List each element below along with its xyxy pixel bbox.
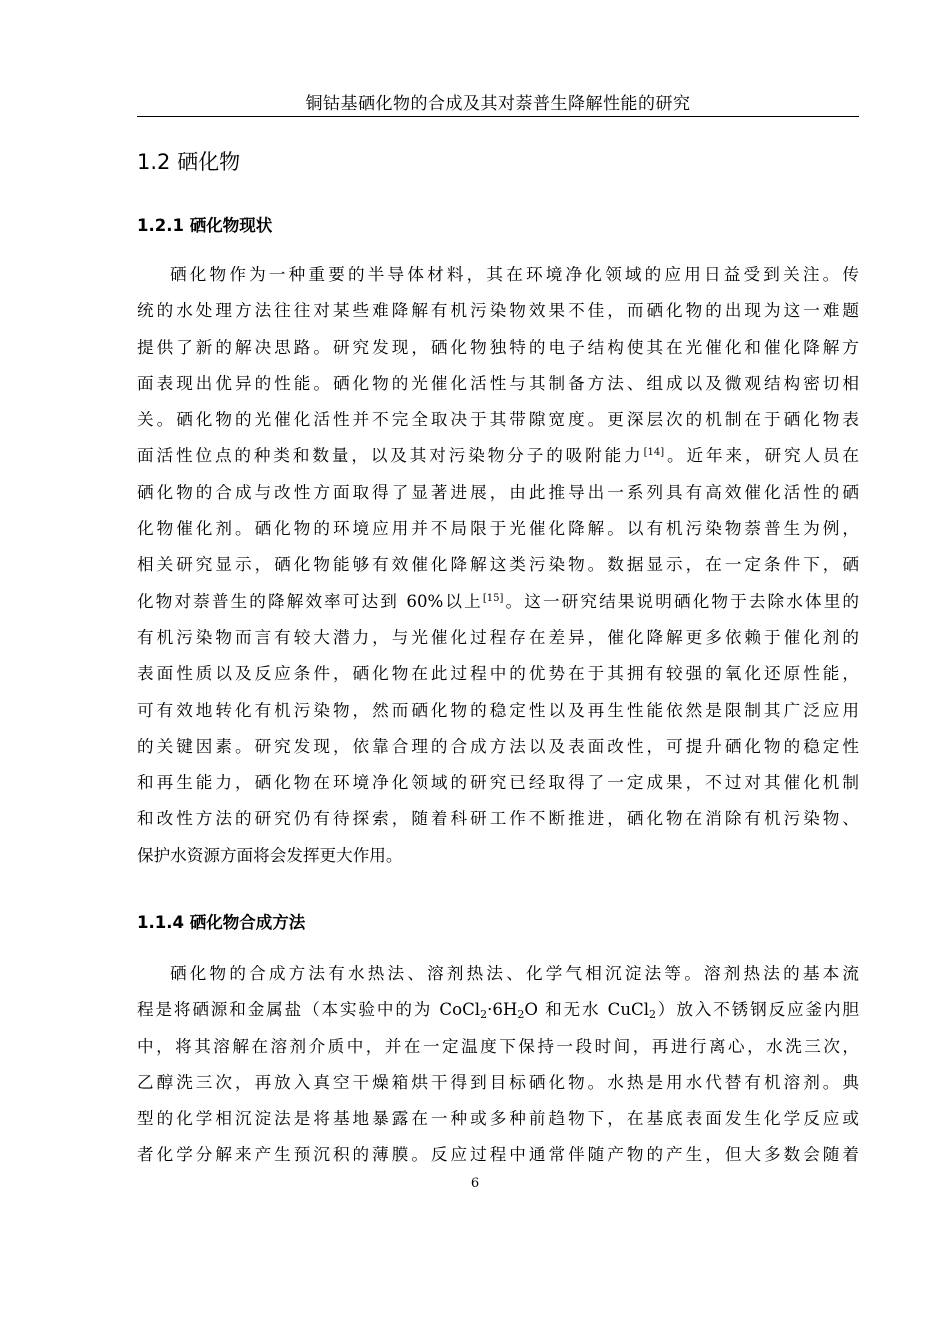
paragraph-line: 和改性方法的研究仍有待探索，随着科研工作不断推进，硒化物在消除有机污染物、 <box>137 809 859 829</box>
citation-ref: [15] <box>482 592 504 604</box>
page-number: 6 <box>470 1176 480 1191</box>
line-text: 。这一研究结果说明硒化物于去除水体里的 <box>503 591 860 611</box>
paragraph-line: 有机污染物而言有较大潜力，与光催化过程存在差异，催化降解更多依赖于催化剂的 <box>137 627 859 647</box>
paragraph-line: 相关研究显示，硒化物能够有效催化降解这类污染物。数据显示，在一定条件下，硒 <box>137 555 859 575</box>
paragraph-line: 保护水资源方面将会发挥更大作用。 <box>137 845 403 865</box>
formula-subscript: 2 <box>480 1008 488 1022</box>
subsection-title-synthesis: 1.1.4 硒化物合成方法 <box>137 913 306 932</box>
formula-subscript: 2 <box>649 1008 657 1022</box>
paragraph-line: 硒化物作为一种重要的半导体材料，其在环境净化领域的应用日益受到关注。传 <box>170 265 859 284</box>
paragraph-line: 表面性质以及反应条件，硒化物在此过程中的优势在于其拥有较强的氧化还原性能， <box>137 664 859 684</box>
section-title: 1.2 硒化物 <box>137 150 241 174</box>
line-text: ）放入不锈钢反应釜内胆 <box>656 1000 859 1020</box>
paragraph-line: 提供了新的解决思路。研究发现，硒化物独特的电子结构使其在光催化和催化降解方 <box>137 337 859 357</box>
paragraph-line: 化物催化剂。硒化物的环境应用并不局限于光催化降解。以有机污染物萘普生为例， <box>137 519 859 539</box>
paragraph-line-with-formula <box>137 992 859 1028</box>
paragraph-line: 关。硒化物的光催化活性并不完全取决于其带隙宽度。更深层次的机制在于硒化物表 <box>137 410 859 430</box>
paragraph-status <box>137 257 859 874</box>
paragraph-line: 硒化物的合成方法有水热法、溶剂热法、化学气相沉淀法等。溶剂热法的基本流 <box>170 964 859 983</box>
subsection-title-status: 1.2.1 硒化物现状 <box>137 216 273 235</box>
paragraph-line: 可有效地转化有机污染物，然而硒化物的稳定性以及再生性能依然是限制其广泛应用 <box>137 700 859 720</box>
line-text: ·6H <box>487 1000 518 1020</box>
line-text: 程是将硒源和金属盐（本实验中的为 CoCl <box>137 1000 481 1020</box>
line-text: 化物对萘普生的降解效率可达到 60%以上 <box>137 591 483 611</box>
paragraph-line-with-citation <box>137 438 859 474</box>
line-text: 面活性位点的种类和数量，以及其对污染物分子的吸附能力 <box>137 446 644 466</box>
citation-ref: [14] <box>643 447 665 459</box>
paragraph-line-with-citation <box>137 584 859 620</box>
line-text: 。近年来，研究人员在 <box>664 446 860 466</box>
paragraph-line: 中，将其溶解在溶剂介质中，并在一定温度下保持一段时间，再进行离心，水洗三次， <box>137 1036 859 1056</box>
paragraph-line: 的关键因素。研究发现，依靠合理的合成方法以及表面改性，可提升硒化物的稳定性 <box>137 736 859 756</box>
paragraph-synthesis <box>137 956 859 1174</box>
paragraph-line: 硒化物的合成与改性方面取得了显著进展，由此推导出一系列具有高效催化活性的硒 <box>137 482 859 502</box>
paragraph-line: 面表现出优异的性能。硒化物的光催化活性与其制备方法、组成以及微观结构密切相 <box>137 373 859 393</box>
header-rule <box>137 116 859 117</box>
paragraph-line: 者化学分解来产生预沉积的薄膜。反应过程中通常伴随产物的产生，但大多数会随着 <box>137 1145 859 1165</box>
paragraph-line: 乙醇洗三次，再放入真空干燥箱烘干得到目标硒化物。水热是用水代替有机溶剂。典 <box>137 1072 859 1092</box>
paragraph-line: 和再生能力，硒化物在环境净化领域的研究已经取得了一定成果，不过对其催化机制 <box>137 773 859 793</box>
formula-subscript: 2 <box>517 1008 525 1022</box>
line-text: O 和无水 CuCl <box>524 1000 650 1020</box>
paragraph-line: 统的水处理方法往往对某些难降解有机污染物效果不佳，而硒化物的出现为这一难题 <box>137 301 859 321</box>
running-header: 铜钴基硒化物的合成及其对萘普生降解性能的研究 <box>305 94 691 114</box>
paragraph-line: 型的化学相沉淀法是将基地暴露在一种或多种前趋物下，在基底表面发生化学反应或 <box>137 1109 859 1129</box>
